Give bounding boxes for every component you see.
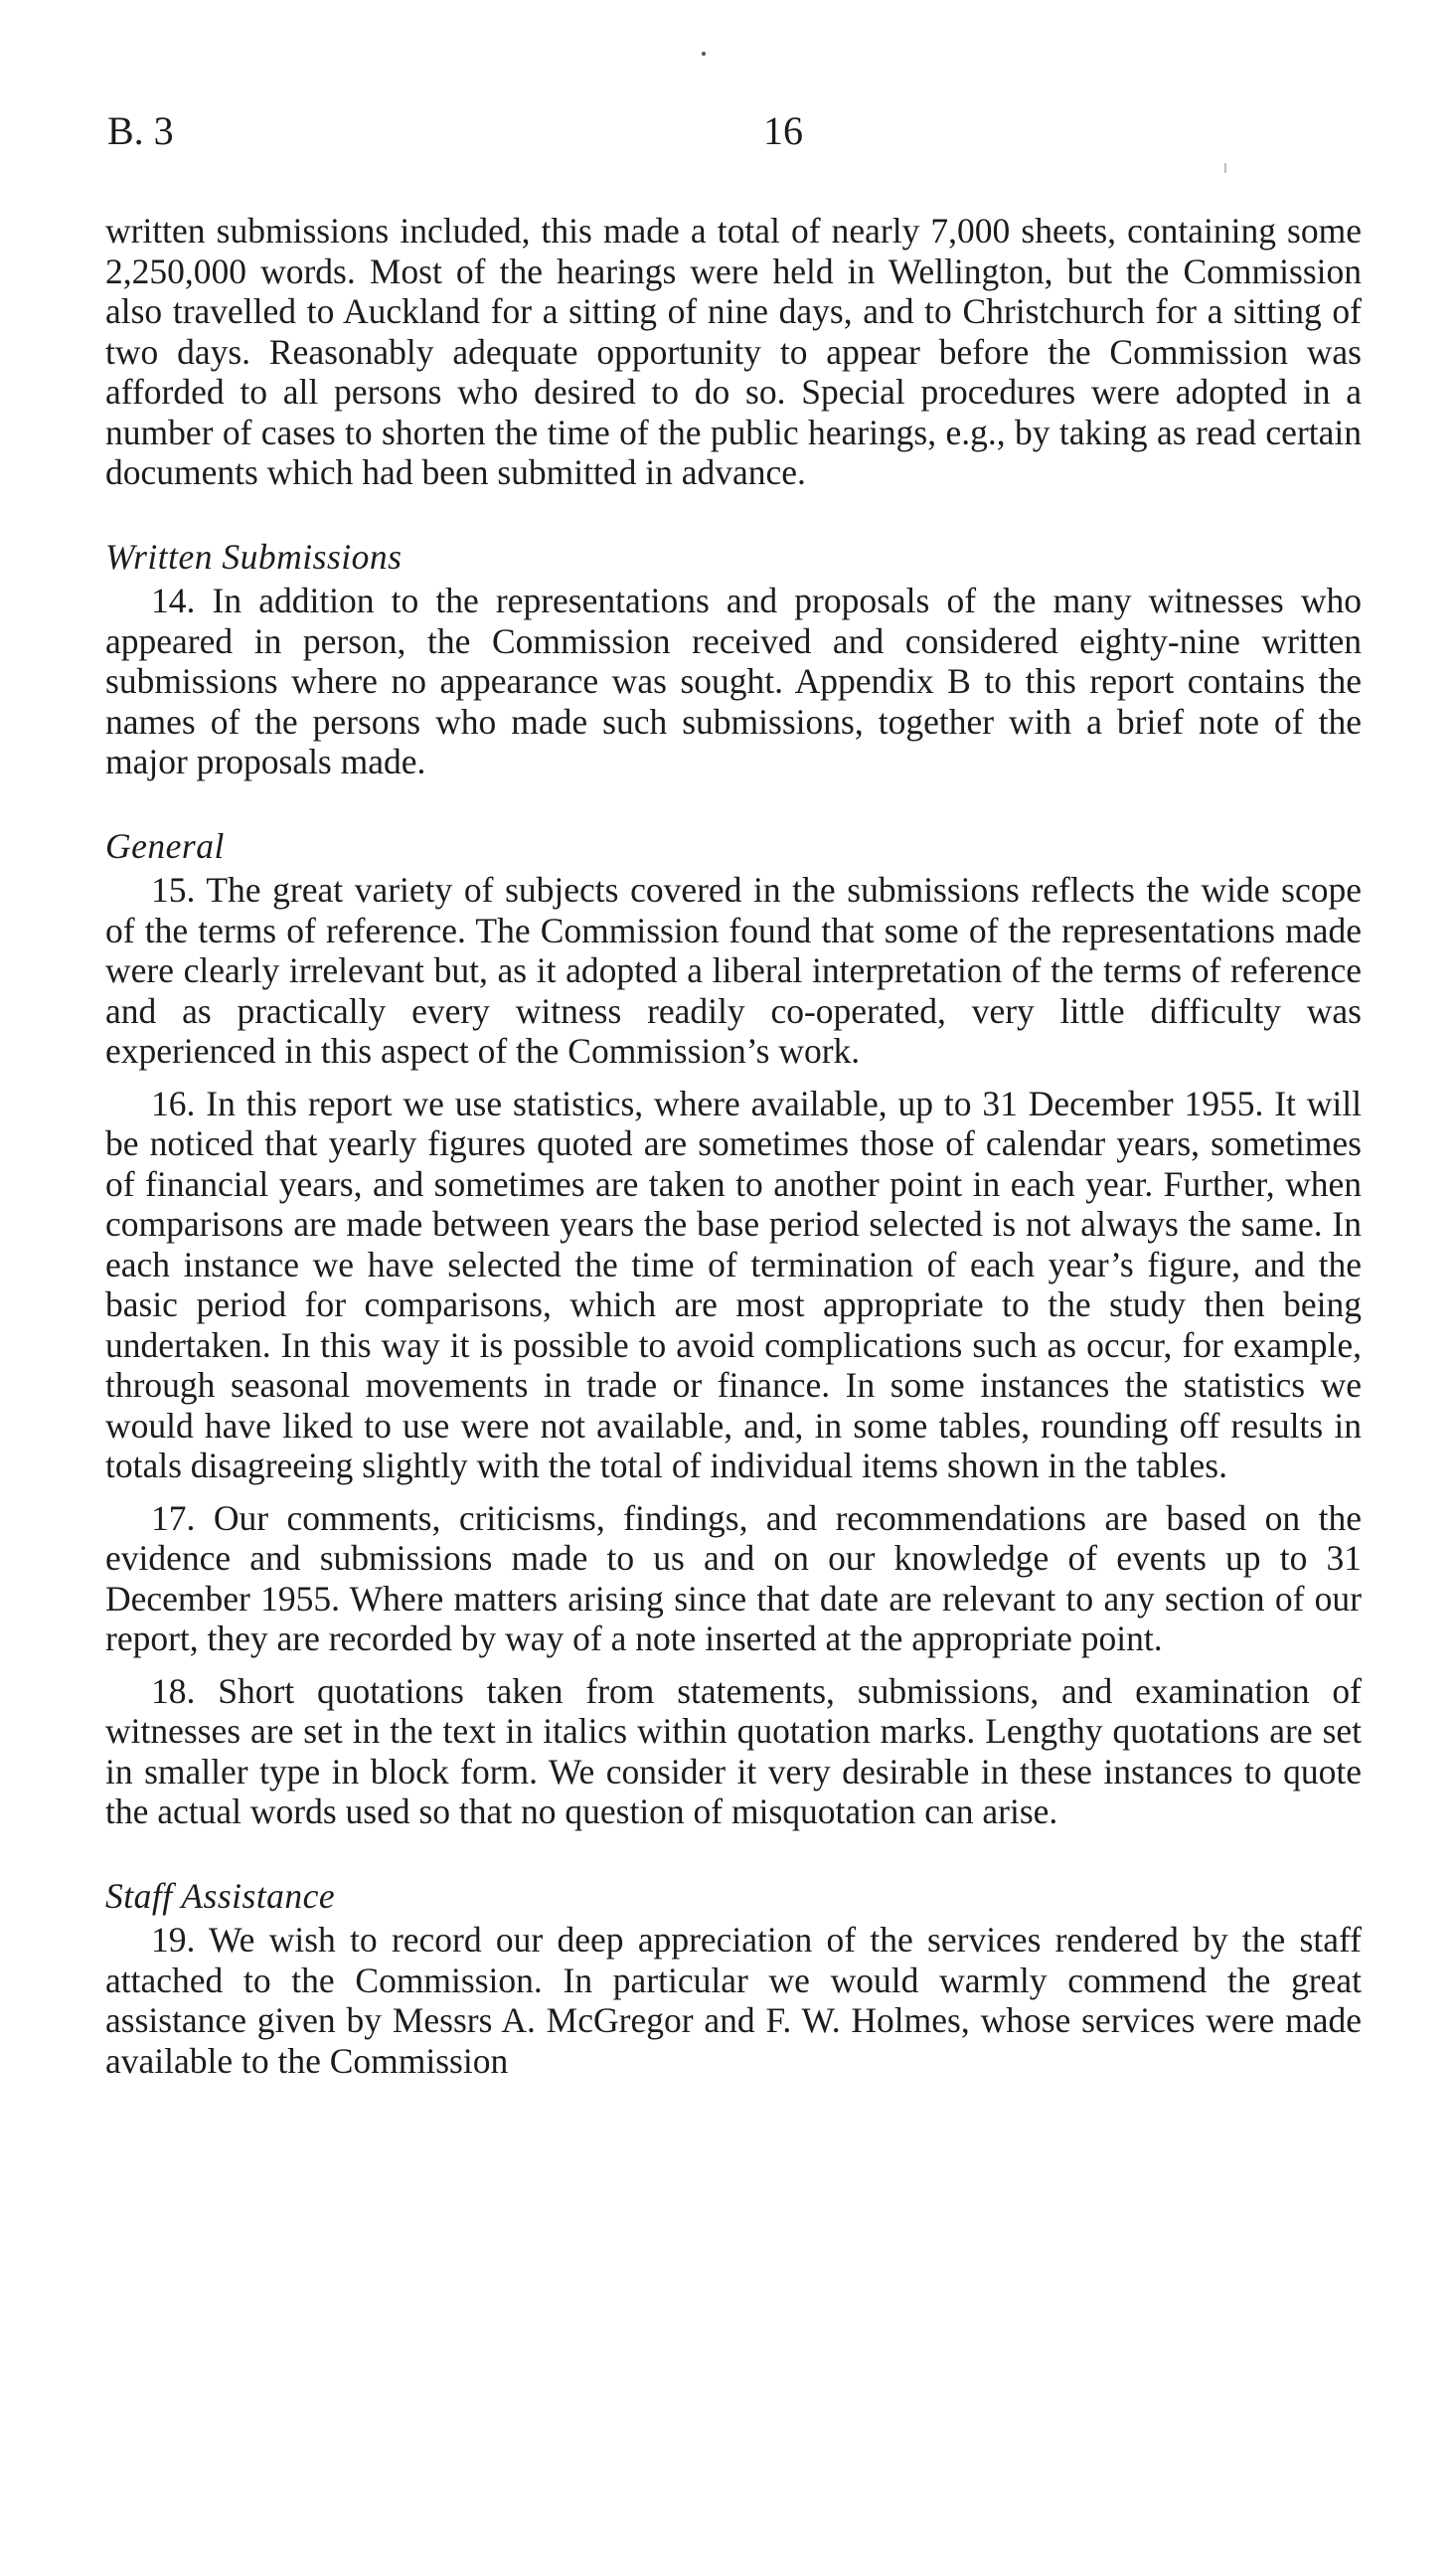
- section-heading-general: General: [105, 825, 225, 866]
- page-body: [105, 211, 1362, 2081]
- paragraph-continuation: written submissions included, this made a total of nearly 7,000 sheets, containing some 2,250,000 words. Most of the hearings were held in Wellington, but the Commission also travelled to Auckland for a sitting of nine days, and to Christchurch for a sitting of two days. Reasonably adequate opportunity to appear before the Commission was afforded to all persons who desired to do so. Special procedures were adopted in a number of cases to shorten the time of the public hearings, e.g., by taking as read certain documents which had been submitted in advance.: [105, 211, 1362, 492]
- document-reference: B. 3: [107, 108, 174, 153]
- paragraph-16: 16. In this report we use statistics, where available, up to 31 December 1955. It will be noticed that yearly figures quoted are sometimes those of calendar years, sometimes of financial years, and sometimes are taken to another point in each year. Further, when comparisons are made between years the base period selected is not always the same. In each instance we have selected the time of termination of each year’s figure, and the basic period for comparisons, which are most appropriate to the study then being undertaken. In this way it is possible to avoid complications such as occur, for example, through seasonal movements in trade or finance. In some instances the statistics we would have liked to use were not available, and, in some tables, rounding off results in totals disagreeing slightly with the total of individual items shown in the tables.: [105, 1083, 1362, 1485]
- section-heading-written-submissions: Written Submissions: [105, 536, 403, 577]
- paragraph-14: 14. In addition to the representations and proposals of the many witnesses who appeared in person, the Commission received and considered eighty-nine written submissions where no appearance was sought. Appendix B to this report contains the names of the persons who made such submissions, together with a brief note of the major proposals made.: [105, 581, 1362, 781]
- paragraph-15: 15. The great variety of subjects covered in the submissions reflects the wide scope of the terms of reference. The Commission found that some of the representations made were clearly irrelevant but, as it adopted a liberal interpretation of the terms of reference and as practically every witness readily co-operated, very little difficulty was experienced in this aspect of the Commission’s work.: [105, 870, 1362, 1071]
- page-header: [107, 107, 1360, 167]
- paragraph-19: 19. We wish to record our deep appreciation of the services rendered by the staff attached to the Commission. In particular we would warmly commend the great assistance given by Messrs A. McGregor and F. W. Holmes, whose services were made available to the Commission: [105, 1920, 1362, 2081]
- section-heading-staff-assistance: Staff Assistance: [105, 1875, 336, 1916]
- page-number: 16: [763, 108, 803, 153]
- stray-mark: [702, 52, 706, 56]
- paragraph-17: 17. Our comments, criticisms, findings, and recommendations are based on the evidence and submissions made to us and on our knowledge of events up to 31 December 1955. Where matters arising since that date are relevant to any section of our report, they are recorded by way of a note inserted at the appropriate point.: [105, 1497, 1362, 1658]
- paragraph-18: 18. Short quotations taken from statements, submissions, and examination of witnesses are set in the text in italics within quotation marks. Lengthy quotations are set in smaller type in block form. We consider it very desirable in these instances to quote the actual words used so that no question of misquotation can arise.: [105, 1670, 1362, 1831]
